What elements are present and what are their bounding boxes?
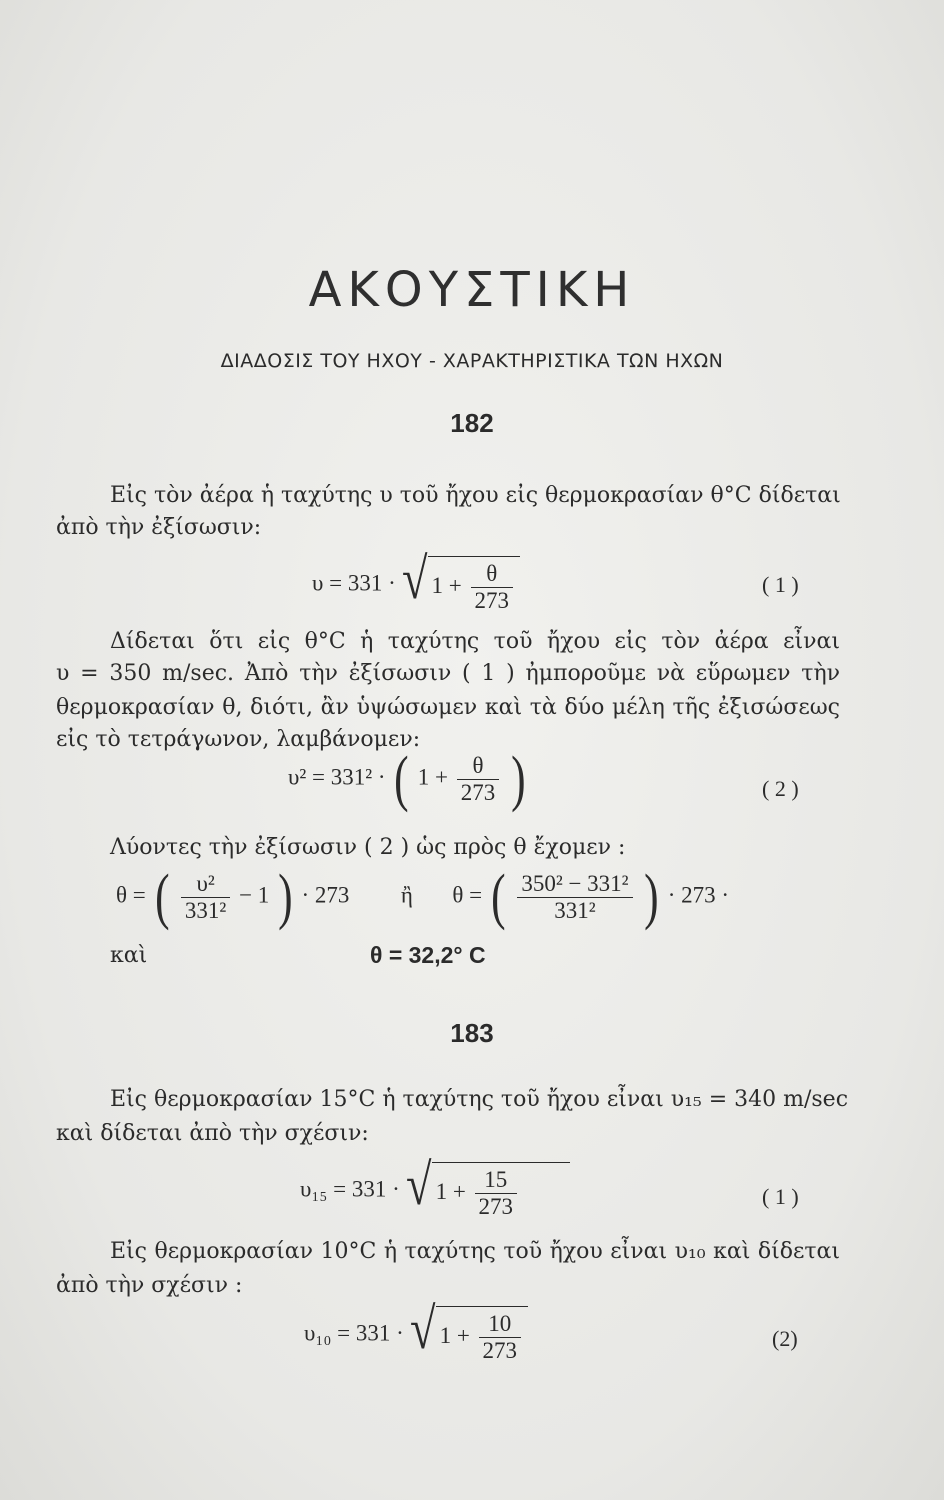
denominator: 273 (457, 779, 500, 806)
problem-number-183: 183 (450, 1018, 494, 1048)
square-root (409, 1296, 528, 1364)
square-root (401, 546, 520, 614)
left-paren: ( (154, 863, 170, 931)
p182-intro-line2: ἀπὸ τὴν ἐξίσωσιν: (56, 515, 262, 540)
p182-text-line3: θερμοκρασίαν θ, διότι, ἂν ὑψώσωμεν καὶ τὰ δύο μέλη τῆς ἐξισώσεως (56, 695, 840, 720)
denominator: 273 (479, 1337, 522, 1364)
radical-sign-icon: √ (401, 546, 428, 611)
right-paren: ) (511, 745, 526, 813)
eq-lhs: θ = (452, 882, 483, 908)
p182-text-line2: υ = 350 m/sec. Ἀπὸ τὴν ἐξίσωσιν ( 1 ) ἠμποροῦμε νὰ εὕρωμεν τὴν (56, 661, 840, 686)
and-word: καὶ (110, 943, 148, 968)
result-value: θ = 32,2° C (370, 942, 486, 968)
numerator: 15 (484, 1167, 508, 1192)
eq-lhs: υ = 331 · (312, 570, 396, 596)
numerator: υ² (196, 870, 215, 896)
eq-term: 1 + (417, 764, 448, 790)
eq-lhs: υ₁₀ = 331 · (304, 1320, 404, 1346)
p182-solve-line: Λύοντες τὴν ἐξίσωσιν ( 2 ) ὡς πρὸς θ ἔχομεν : (110, 835, 626, 860)
p183-line2: καὶ δίδεται ἀπὸ τὴν σχέσιν: (56, 1121, 369, 1146)
p182-equation-2 (288, 745, 529, 813)
p182-text-line4: εἰς τὸ τετράγωνον, λαμβάνομεν: (56, 727, 421, 752)
fraction (479, 1311, 522, 1364)
eq-term: 1 + (431, 572, 462, 598)
denominator: 273 (471, 587, 514, 614)
denominator: 273 (475, 1193, 518, 1220)
right-paren: ) (278, 863, 293, 931)
square-root (405, 1152, 570, 1220)
left-paren: ( (394, 745, 409, 813)
fraction (471, 561, 514, 614)
numerator: θ (472, 752, 484, 778)
p183-equation-1 (300, 1152, 570, 1220)
fraction (181, 871, 230, 924)
eq-term: 1 + (439, 1322, 470, 1348)
eq-lhs: θ = (116, 882, 146, 908)
p183-eq2-label: (2) (772, 1326, 798, 1351)
or-word: ἢ (400, 882, 413, 908)
eq-term: · 273 (301, 882, 350, 908)
numerator: 10 (488, 1311, 512, 1336)
p183-eq1-label: ( 1 ) (762, 1184, 799, 1209)
p182-intro-line1: Εἰς τὸν ἀέρα ἡ ταχύτης υ τοῦ ἤχου εἰς θερμοκρασίαν θ°C δίδεται (110, 483, 841, 508)
p183-equation-2 (304, 1296, 528, 1364)
eq-lhs: υ₁₅ = 331 · (300, 1176, 400, 1202)
fraction (457, 753, 500, 806)
eq-term: − 1 (239, 882, 270, 908)
eq-lhs: υ² = 331² · (288, 764, 386, 790)
chapter-subtitle: ΔΙΑΔΟΣΙΣ ΤΟΥ ΗΧΟΥ - ΧΑΡΑΚΤΗΡΙΣΤΙΚΑ ΤΩΝ ΗΧΩΝ (220, 350, 724, 372)
p183-line3: Εἰς θερμοκρασίαν 10°C ἡ ταχύτης τοῦ ἤχου εἶναι υ₁₀ καὶ δίδεται (110, 1239, 840, 1264)
radical-sign-icon: √ (409, 1296, 436, 1361)
p182-equation-1 (312, 546, 520, 614)
fraction (517, 871, 632, 924)
denominator: 331² (517, 897, 632, 924)
p182-result (370, 942, 486, 969)
p182-equation-3 (116, 863, 730, 931)
eq-term: 1 + (435, 1178, 466, 1204)
chapter-title: ΑΚΟΥΣΤΙΚΗ (308, 262, 636, 318)
p183-line1: Εἰς θερμοκρασίαν 15°C ἡ ταχύτης τοῦ ἤχου εἶναι υ₁₅ = 340 m/sec (110, 1087, 849, 1112)
problem-number-182: 182 (450, 408, 494, 438)
numerator: 350² − 331² (521, 870, 629, 896)
denominator: 331² (181, 897, 230, 924)
eq-term: · 273 · (667, 882, 730, 908)
left-paren: ( (491, 863, 506, 931)
right-paren: ) (644, 863, 659, 931)
fraction (475, 1167, 518, 1220)
p182-text-line1: Δίδεται ὅτι εἰς θ°C ἡ ταχύτης τοῦ ἤχου εἰς τὸν ἀέρα εἶναι (110, 629, 840, 654)
p183-line4: ἀπὸ τὴν σχέσιν : (56, 1273, 243, 1298)
radical-sign-icon: √ (405, 1152, 432, 1217)
numerator: θ (486, 561, 498, 586)
p182-eq1-label: ( 1 ) (762, 572, 799, 597)
p182-eq2-label: ( 2 ) (762, 776, 799, 801)
